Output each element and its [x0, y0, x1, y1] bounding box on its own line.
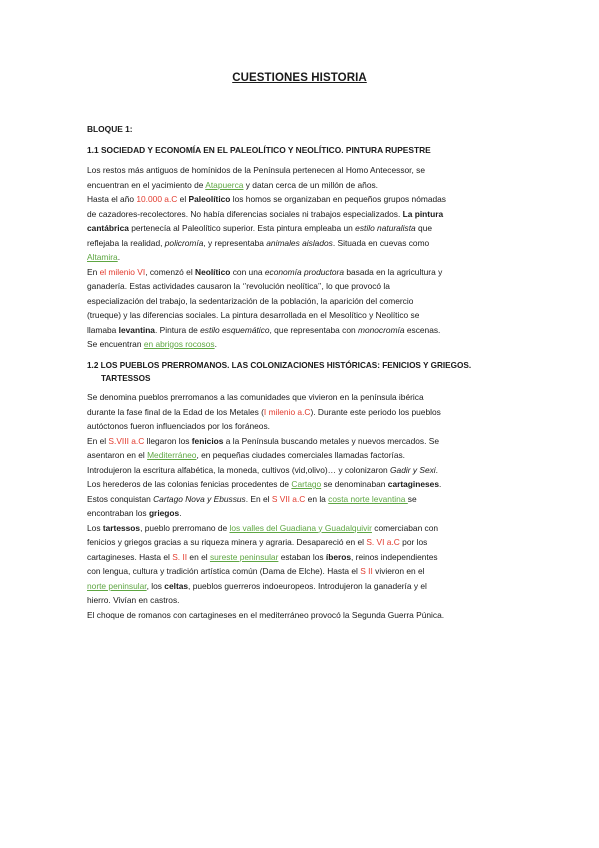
- section2-line: [87, 550, 527, 565]
- body-text: , en pequeñas ciudades comerciales llamadas factorías.: [196, 450, 405, 460]
- body-text: ganadería. Estas actividades causaron la ‘’revolución neolítica’’, lo que provocó la: [87, 281, 390, 291]
- body-text: ). Durante este periodo los pueblos: [310, 406, 441, 417]
- date-highlight: S.VIII a.C: [108, 435, 145, 446]
- body-text: .: [179, 508, 182, 518]
- italic-text: estilo naturalista: [355, 223, 416, 233]
- body-text: Introdujeron la escritura alfabética, la moneda, cultivos (vid,olivo)… y colonizaron: [87, 464, 391, 475]
- body-text: (trueque) y las diferencias sociales. La pintura desarrollada en el Mesolítico y Neolítico se: [87, 310, 420, 320]
- section2-line: [87, 579, 527, 594]
- body-text: a la Península buscando metales y nuevos mercados. Se: [223, 435, 439, 446]
- section2-line: [87, 419, 527, 434]
- section1-line: [87, 294, 527, 309]
- date-highlight: I milenio a.C: [263, 406, 311, 417]
- body-text: se: [407, 493, 417, 504]
- document-title: CUESTIONES HISTORIA: [232, 72, 367, 84]
- block-label: BLOQUE 1:: [87, 124, 133, 134]
- body-text: llamaba: [87, 324, 119, 335]
- italic-text: policromía: [164, 237, 204, 248]
- body-text: basada en la agricultura y: [344, 266, 443, 277]
- body-text: , reinos independientes: [351, 551, 438, 562]
- italic-text: Cartago Nova y Ebussus: [153, 493, 246, 504]
- body-text: En: [87, 266, 100, 277]
- body-text: llegaron los: [144, 435, 192, 446]
- place-link[interactable]: norte peninsular: [87, 580, 147, 591]
- body-text: hierro. Vivían en castros.: [87, 595, 180, 605]
- place-link[interactable]: Mediterráneo: [147, 450, 197, 460]
- section1-line: [87, 337, 527, 352]
- body-text: por los: [399, 537, 428, 547]
- section-2-heading-line-1: 1.2 LOS PUEBLOS PRERROMANOS. LAS COLONIZACIONES HISTÓRICAS: FENICIOS Y GRIEGOS.: [87, 361, 472, 370]
- body-text: en el: [187, 551, 210, 562]
- place-link[interactable]: costa norte levantina: [328, 493, 408, 504]
- body-text: .: [214, 339, 217, 349]
- bold-text: levantina: [118, 324, 155, 335]
- body-text: Se encuentran: [87, 339, 144, 349]
- place-link[interactable]: Altamira: [87, 252, 118, 262]
- body-text: , pueblo prerromano de: [140, 522, 230, 533]
- section2-line: [87, 405, 527, 420]
- italic-text: Gadir y Sexi: [390, 464, 436, 475]
- body-text: cartagineses. Hasta el: [87, 551, 173, 562]
- body-text: especialización del trabajo, la sedentarización de la población, la aparición del comercio: [87, 295, 414, 306]
- section2-line: [87, 564, 527, 579]
- body-text: escenas.: [404, 324, 441, 335]
- body-text: con lengua, cultura y tradición artística común (Dama de Elche). Hasta el: [87, 566, 361, 576]
- section1-line: [87, 236, 527, 251]
- section-2-body: [87, 390, 527, 622]
- body-text: reflejaba la realidad,: [87, 237, 165, 248]
- body-text: en la: [305, 493, 329, 504]
- body-text: estaban los: [278, 551, 326, 562]
- body-text: . Situada en cuevas como: [332, 237, 430, 248]
- bold-text: cartagineses: [387, 479, 439, 489]
- body-text: encuentran en el yacimiento de: [87, 179, 206, 190]
- body-text: vivieron en el: [372, 566, 425, 576]
- date-highlight: S VII a.C: [271, 493, 306, 504]
- body-text: , que representaba con: [269, 324, 358, 335]
- body-text: comerciaban con: [371, 522, 439, 533]
- section-1-heading: 1.1 SOCIEDAD Y ECONOMÍA EN EL PALEOLÍTICO Y NEOLÍTICO. PINTURA RUPESTRE: [87, 145, 431, 155]
- section2-line: [87, 448, 527, 463]
- section2-line: [87, 521, 527, 536]
- body-text: pertenecía al Paleolítico superior. Esta pintura empleaba un: [128, 223, 356, 233]
- body-text: que: [415, 223, 433, 233]
- date-highlight: 10.000 a.C: [136, 194, 178, 204]
- section2-line: [87, 390, 527, 405]
- place-link[interactable]: los valles del Guadiana y Guadalquivir: [229, 522, 372, 533]
- section1-line: [87, 265, 527, 280]
- bold-text: celtas: [164, 580, 189, 591]
- bold-text: griegos: [148, 508, 180, 518]
- place-link[interactable]: Cartago: [291, 479, 322, 489]
- italic-text: estilo esquemático: [200, 324, 270, 335]
- section1-line: [87, 178, 527, 193]
- bold-text: cantábrica: [87, 223, 129, 233]
- body-text: autóctonos fueron influenciados por los foráneos.: [87, 421, 270, 431]
- date-highlight: S. II: [172, 551, 188, 562]
- body-text: En el: [87, 435, 109, 446]
- body-text: de cazadores-recolectores. No había diferencias sociales ni trabajos especializados.: [87, 208, 403, 219]
- body-text: fenicios y griegos gracias a su riqueza minera y agraria. Desapareció en el: [87, 537, 367, 547]
- italic-text: monocromía: [357, 324, 405, 335]
- body-text: , comenzó el: [145, 266, 196, 277]
- section2-line: [87, 477, 527, 492]
- bold-text: La pintura: [402, 208, 444, 219]
- section1-line: [87, 279, 527, 294]
- body-text: , los: [146, 580, 165, 591]
- body-text: .: [435, 464, 438, 475]
- body-text: asentaron en el: [87, 450, 148, 460]
- section1-line: [87, 250, 527, 265]
- body-text: Los: [87, 522, 103, 533]
- date-highlight: S II: [360, 566, 373, 576]
- date-highlight: el milenio VI: [99, 266, 146, 277]
- section2-line: [87, 434, 527, 449]
- italic-text: economía productora: [264, 266, 345, 277]
- body-text: Los restos más antiguos de homínidos de la Península pertenecen al Homo Antecessor, se: [87, 165, 425, 175]
- section2-line: [87, 535, 527, 550]
- body-text: , y representaba: [203, 237, 267, 248]
- body-text: Se denomina pueblos prerromanos a las comunidades que vivieron en la península ibérica: [87, 392, 424, 402]
- date-highlight: S. VI a.C: [366, 537, 400, 547]
- section2-line: [87, 463, 527, 478]
- section2-line: [87, 593, 527, 608]
- body-text: .: [439, 479, 442, 489]
- section1-line: [87, 221, 527, 236]
- body-text: . Pintura de: [154, 324, 201, 335]
- body-text: , pueblos guerreros indoeuropeos. Introdujeron la ganadería y el: [188, 580, 427, 591]
- bold-text: Neolítico: [195, 266, 231, 277]
- section-1-body: [87, 163, 527, 352]
- body-text: los homos se organizaban en pequeños grupos nómadas: [230, 194, 446, 204]
- italic-text: animales aislados: [266, 237, 333, 248]
- body-text: encontraban los: [87, 508, 149, 518]
- section-2-heading: [87, 360, 527, 385]
- body-text: se denominaban: [321, 479, 388, 489]
- place-link[interactable]: en abrigos rocosos: [143, 339, 215, 349]
- body-text: el: [177, 194, 189, 204]
- body-text: . En el: [245, 493, 272, 504]
- body-text: y datan cerca de un millón de años.: [243, 179, 379, 190]
- body-text: Los herederos de las colonias fenicias procedentes de: [87, 479, 292, 489]
- body-text: Hasta el año: [87, 194, 137, 204]
- section2-line: [87, 492, 527, 507]
- section2-line: [87, 506, 527, 521]
- bold-text: Paleolítico: [188, 194, 231, 204]
- bold-text: tartessos: [102, 522, 141, 533]
- section1-line: [87, 308, 527, 323]
- section1-line: [87, 323, 527, 338]
- place-link[interactable]: sureste peninsular: [209, 551, 279, 562]
- section-2-heading-line-2: TARTESSOS: [101, 373, 151, 383]
- section2-line: [87, 608, 527, 623]
- section1-line: [87, 207, 527, 222]
- place-link[interactable]: Atapuerca: [205, 179, 244, 190]
- section1-line: [87, 192, 527, 207]
- body-text: durante la fase final de la Edad de los Metales (: [87, 406, 264, 417]
- body-text: .: [117, 252, 121, 262]
- bold-text: fenicios: [191, 435, 224, 446]
- section1-line: [87, 163, 527, 178]
- bold-text: íberos: [325, 551, 352, 562]
- body-text: El choque de romanos con cartagineses en el mediterráneo provocó la Segunda Guerra Púnica.: [87, 609, 445, 620]
- body-text: con una: [230, 266, 265, 277]
- body-text: Estos conquistan: [87, 493, 154, 504]
